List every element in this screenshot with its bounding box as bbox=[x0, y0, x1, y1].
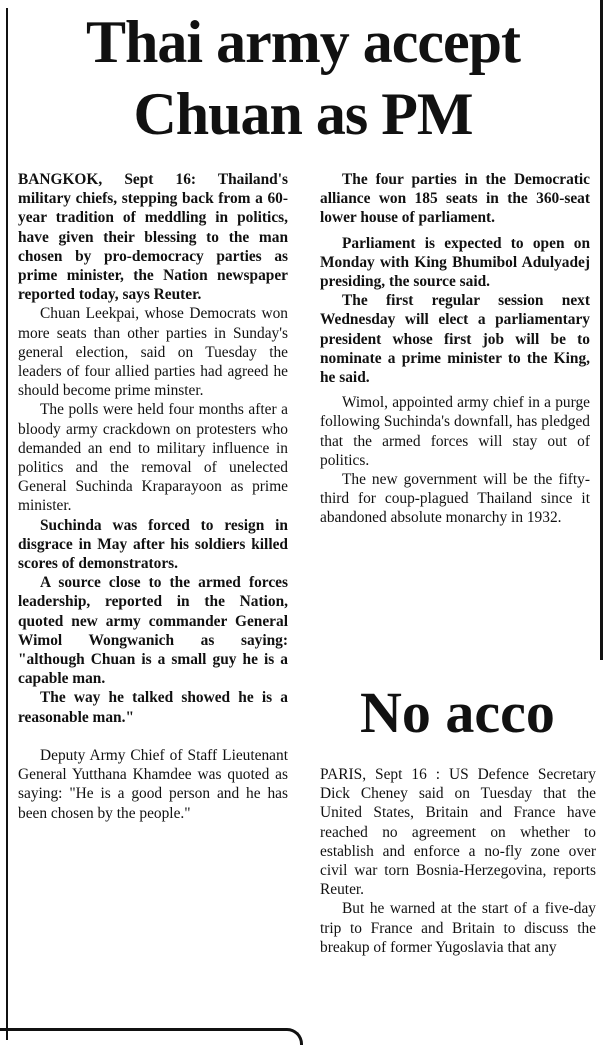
headline-thai-army bbox=[10, 6, 596, 150]
column-rule-right bbox=[600, 0, 603, 660]
box-border-bottom bbox=[0, 1028, 303, 1045]
paragraph: Chuan Leekpai, whose Democrats won more seats than other parties in Sunday's general election, said on Tuesday the leaders of four allied parties had agreed he should become prime minster. bbox=[18, 305, 288, 400]
paragraph: The way he talked showed he is a reasonable man." bbox=[18, 689, 288, 726]
paragraph: A source close to the armed forces leadership, reported in the Nation, quoted new army commander General Wimol Wongwanich as saying: "although Chuan is a small guy he is a capable man. bbox=[18, 574, 288, 688]
paragraph: The four parties in the Democratic alliance won 185 seats in the 360-seat lower house of parliament. bbox=[320, 171, 590, 227]
paragraph: The polls were held four months after a bloody army crackdown on protesters who demanded an end to military influence in politics and the removal of unelected General Suchinda Kraparayoon as prime minister. bbox=[18, 401, 288, 515]
headline-line-2: Chuan as PM bbox=[133, 81, 473, 147]
column-rule-left bbox=[6, 8, 8, 1040]
paragraph: The first regular session next Wednesday will elect a parliamentary president whose first job will be to nominate a prime minister to the King, he said. bbox=[320, 292, 590, 387]
headline-line-1: Thai army accept bbox=[86, 9, 520, 75]
headline-no-accord: No acco bbox=[360, 680, 555, 745]
story1-right-column bbox=[320, 170, 590, 528]
paragraph: PARIS, Sept 16 : US Defence Secretary Dick Cheney said on Tuesday that the United States, Britain and France have reached no agreement on whether to establish and enforce a no-fly zone over civil war torn Bosnia-Herzegovina, reports Reuter. bbox=[320, 766, 596, 899]
paragraph: The new government will be the fifty-third for coup-plagued Thailand since it abandoned absolute monarchy in 1932. bbox=[320, 471, 590, 527]
paragraph: Deputy Army Chief of Staff Lieutenant General Yutthana Khamdee was quoted as saying: "He is a good person and he has been chosen by the people." bbox=[18, 746, 288, 822]
paragraph: BANGKOK, Sept 16: Thailand's military chiefs, stepping back from a 60-year tradition of meddling in politics, have given their blessing to the man chosen by pro-democracy parties as prime minister, the Nation newspaper reported today, says Reuter. bbox=[18, 171, 288, 304]
paragraph: Wimol, appointed army chief in a purge following Suchinda's downfall, has pledged that the armed forces will stay out of politics. bbox=[320, 394, 590, 469]
paragraph: Suchinda was forced to resign in disgrace in May after his soldiers killed scores of demonstrators. bbox=[18, 516, 288, 573]
paragraph: But he warned at the start of a five-day trip to France and Britain to discuss the breakup of former Yugoslavia that any bbox=[320, 900, 596, 956]
paragraph: Parliament is expected to open on Monday with King Bhumibol Adulyadej presiding, the source said. bbox=[320, 234, 590, 291]
story2-column bbox=[320, 765, 596, 957]
story1-left-column bbox=[18, 170, 288, 823]
